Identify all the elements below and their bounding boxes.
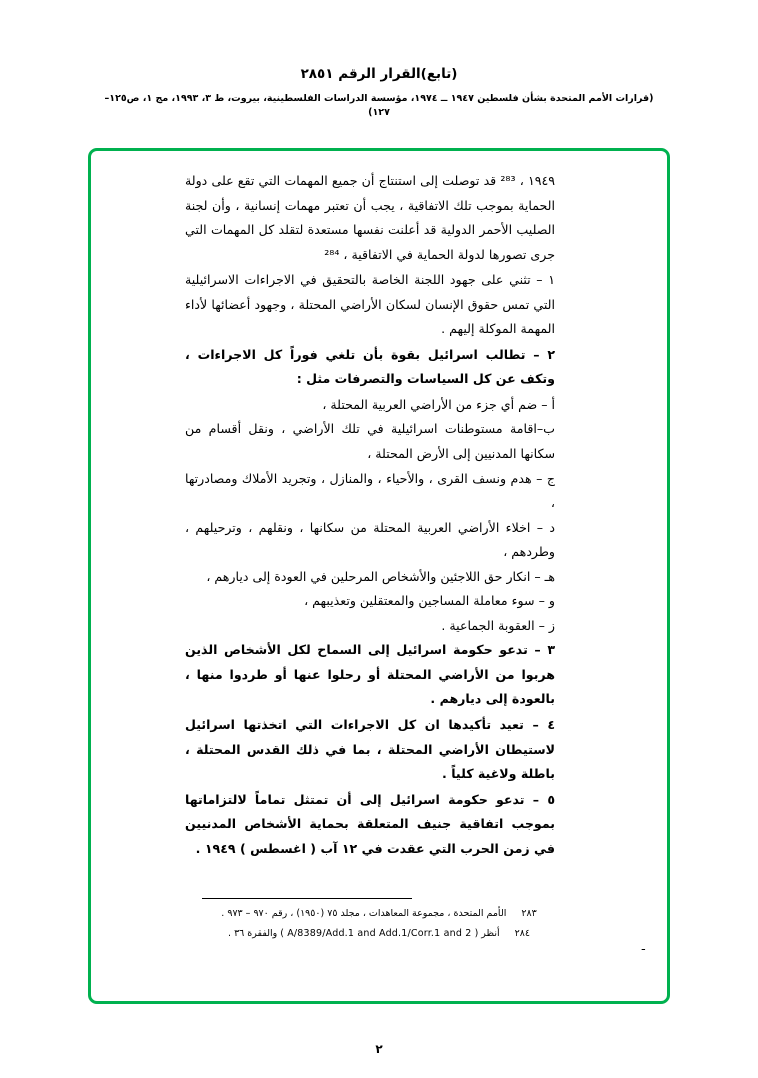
content-frame [88, 148, 670, 1004]
footnote-284-number: ٢٨٤ [514, 928, 530, 939]
footnote-283 [91, 908, 667, 919]
paragraph-1: ١ – تثني على جهود اللجنة الخاصة بالتحقيق في الاجراءات الاسرائيلية التي تمس حقوق الإنسان لسكان الأراضي المحتلة ، وجهود أعضائها لأداء المهمة الموكلة إليهم . [185, 272, 555, 337]
source-line-1: (قرارات الأمم المتحدة بشأن فلسطين ١٩٤٧ ــ ١٩٧٤، مؤسسة الدراسات الفلسطينية، بيروت، ط ٣، ١٩٩٣، مج ١، ص١٢٥– [104, 93, 654, 104]
paragraph-4: ٤ – تعيد تأكيدها ان كل الاجراءات التي اتخذتها اسرائيل لاستيطان الأراضي المحتلة ، بما في ذلك القدس المحتلة ، باطلة ولاغية كلياً . [185, 717, 555, 782]
body-text [185, 169, 555, 862]
footnote-283-text: الأمم المتحدة ، مجموعة المعاهدات ، مجلد ٧٥ (١٩٥٠) ، رقم ٩٧٠ – ٩٧٣ . [221, 908, 507, 919]
footnote-284-text: أنظر ( A/8389/Add.1 and Add.1/Corr.1 and 2 ) والفقرة ٣٦ . [228, 928, 500, 939]
source-line-2: ١٢٧) [368, 107, 390, 119]
paragraph-2: ٢ – تطالب اسرائيل بقوة بأن تلغي فوراً كل الاجراءات ، وتكف عن كل السياسات والتصرفات مثل : [185, 346, 555, 387]
paragraph-3: ٣ – تدعو حكومة اسرائيل إلى السماح لكل الأشخاص الذين هربوا من الأراضي المحتلة أو رحلوا عنها أو طردوا منها ، بالعودة إلى ديارهم . [185, 642, 555, 707]
paragraph-2-g: ز – العقوبة الجماعية . [441, 617, 555, 633]
page-number: ٢ [375, 1042, 383, 1056]
paragraph-2-d: د – اخلاء الأراضي العربية المحتلة من سكانها ، ونقلهم ، وترحيلهم ، وطردهم ، [185, 519, 555, 560]
footnote-divider [202, 898, 412, 899]
paragraph-intro: ١٩٤٩ ، ²⁸³ قد توصلت إلى استنتاج أن جميع المهمات التي تقع على دولة الحماية بموجب تلك الاتفاقية ، يجب أن تعتبر مهمات إنسانية ، وأن لجنة الصليب الأحمر الدولية قد أعلنت نفسها مستعدة لتقلد كل المهمات التي جرى تصورها لدولة الحماية في الاتفاقية ، ²⁸⁴ [185, 173, 555, 262]
footnote-284 [91, 928, 667, 939]
document-source [0, 92, 758, 121]
document-header [0, 0, 758, 121]
paragraph-2-b: ب–اقامة مستوطنات اسرائيلية في تلك الأراضي ، ونقل أقسام من سكانها المدنيين إلى الأرض المحتلة ، [185, 421, 555, 462]
margin-dash-mark: ـ [641, 940, 645, 953]
paragraph-5: ٥ – تدعو حكومة اسرائيل إلى أن تمتثل تماماً لالتزاماتها بموجب اتفاقية جنيف المتعلقة بحماية الأشخاص المدنيين في زمن الحرب التي عقدت في ١٢ آب ( اغسطس ) ١٩٤٩ . [185, 791, 555, 856]
page-title: (تابع)القرار الرقم ٢٨٥١ [300, 66, 458, 82]
paragraph-2-e: هـ – انكار حق اللاجئين والأشخاص المرحلين في العودة إلى ديارهم ، [206, 568, 555, 584]
paragraph-2-f: و – سوء معاملة المساجين والمعتقلين وتعذيبهم ، [304, 593, 555, 609]
paragraph-2-c: ج – هدم ونسف القرى ، والأحياء ، والمنازل ، وتجريد الأملاك ومصادرتها ، [185, 470, 555, 511]
footnotes [91, 898, 667, 939]
paragraph-2-a: أ – ضم أي جزء من الأراضي العربية المحتلة ، [322, 396, 555, 412]
footnote-283-number: ٢٨٣ [521, 908, 537, 919]
